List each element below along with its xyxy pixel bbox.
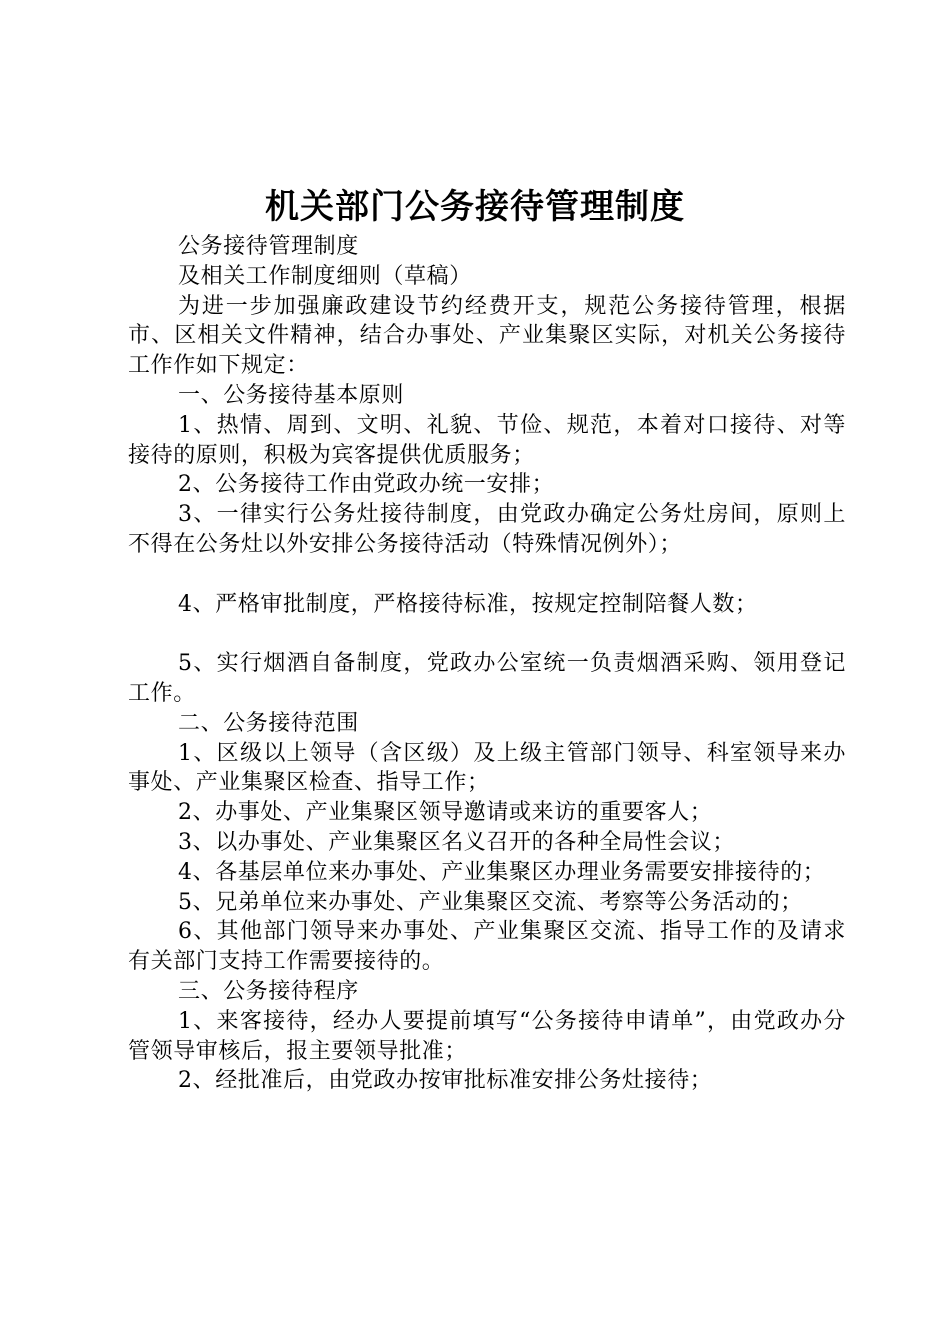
procedure-item-1: 1、来客接待，经办人要提前填写“公务接待申请单”，由党政办分管领导审核后，报主要领导批准； bbox=[128, 1008, 846, 1064]
intro-paragraph: 为进一步加强廉政建设节约经费开支，规范公务接待管理，根据市、区相关文件精神，结合办事处、产业集聚区实际，对机关公务接待工作作如下规定： bbox=[128, 293, 846, 379]
principle-item-2: 2、公务接待工作由党政办统一安排； bbox=[178, 472, 555, 498]
section-heading-procedure: 三、公务接待程序 bbox=[178, 978, 359, 1004]
subtitle-line-2: 及相关工作制度细则（草稿） bbox=[178, 263, 472, 289]
principle-item-3: 3、一律实行公务灶接待制度，由党政办确定公务灶房间，原则上不得在公务灶以外安排公务接待活动（特殊情况例外）； bbox=[128, 502, 846, 557]
paragraph-gap bbox=[128, 619, 846, 649]
principle-item-5: 5、实行烟酒自备制度，党政办公室统一负责烟酒采购、领用登记工作。 bbox=[128, 651, 846, 706]
document-title: 机关部门公务接待管理制度 bbox=[265, 187, 685, 227]
scope-item-4: 4、各基层单位来办事处、产业集聚区办理业务需要安排接待的； bbox=[178, 859, 826, 885]
scope-item-3: 3、以办事处、产业集聚区名义召开的各种全局性会议； bbox=[178, 829, 735, 855]
principle-item-1: 1、热情、周到、文明、礼貌、节俭、规范，本着对口接待、对等接待的原则，积极为宾客提供优质服务； bbox=[128, 412, 846, 468]
paragraph-gap bbox=[128, 560, 846, 590]
scope-item-1: 1、区级以上领导（含区级）及上级主管部门领导、科室领导来办事处、产业集聚区检查、指导工作； bbox=[128, 740, 846, 796]
scope-item-2: 2、办事处、产业集聚区领导邀请或来访的重要客人； bbox=[178, 800, 713, 826]
scope-item-5: 5、兄弟单位来办事处、产业集聚区交流、考察等公务活动的； bbox=[178, 889, 803, 915]
section-heading-scope: 二、公务接待范围 bbox=[178, 710, 359, 736]
section-heading-principles: 一、公务接待基本原则 bbox=[178, 382, 405, 408]
procedure-item-2: 2、经批准后，由党政办按审批标准安排公务灶接待； bbox=[178, 1068, 713, 1094]
principle-item-4: 4、严格审批制度，严格接待标准，按规定控制陪餐人数； bbox=[178, 591, 758, 617]
document-body bbox=[128, 232, 846, 1096]
scope-item-6: 6、其他部门领导来办事处、产业集聚区交流、指导工作的及请求有关部门支持工作需要接待的。 bbox=[128, 919, 846, 975]
subtitle-line-1: 公务接待管理制度 bbox=[178, 234, 359, 259]
